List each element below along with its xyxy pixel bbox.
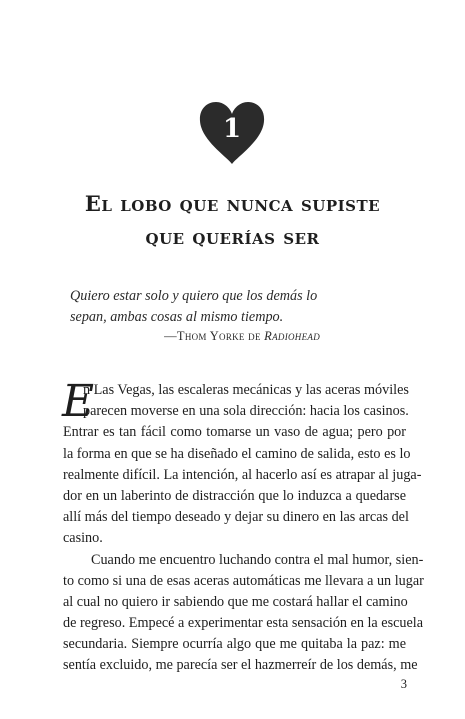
chapter-title-line-1: El lobo que nunca supiste <box>84 191 381 216</box>
body-text <box>62 376 424 677</box>
chapter-number: 1 <box>222 114 242 144</box>
attribution-band: Radiohead <box>264 329 320 343</box>
body-line: de regreso. Empecé a experimentar esta sensación en la escuela <box>63 615 424 632</box>
epigraph-line-1: Quiero estar solo y quiero que los demás lo <box>70 288 318 304</box>
page-number: 3 <box>400 677 407 691</box>
chapter-heart-icon <box>197 100 267 166</box>
body-line: al cual no quiero ir sabiendo que me costará hallar el camino <box>63 593 408 610</box>
body-line: realmente difícil. La intención, al hacerlo así es atrapar al juga- <box>63 466 422 483</box>
body-line: to como si una de esas aceras automáticas me llevara a un lugar <box>63 572 424 589</box>
epigraph-attribution <box>164 329 320 344</box>
body-line: dor en un laberinto de distracción que lo induzca a quedarse <box>63 487 406 504</box>
chapter-title-line-2: que querías ser <box>145 224 320 249</box>
drop-cap: E <box>62 376 95 427</box>
chapter-title <box>0 187 465 253</box>
attribution-author: —Thom Yorke de <box>164 329 265 343</box>
body-line: secundaria. Siempre ocurría algo que me quitaba la paz: me <box>63 636 406 653</box>
body-line: Cuando me encuentro luchando contra el mal humor, sien- <box>91 551 424 568</box>
body-line: casino. <box>63 530 103 547</box>
body-line: allí más del tiempo deseado y dejar su dinero en las arcas del <box>63 509 409 526</box>
body-line: parecen moverse en una sola dirección: hacia los casinos. <box>83 403 409 420</box>
epigraph <box>70 286 395 328</box>
body-line: n Las Vegas, las escaleras mecánicas y las aceras móviles <box>83 382 409 398</box>
body-line: Entrar es tan fácil como tomarse un vaso de agua; pero por <box>63 424 406 441</box>
body-line: la forma en que se ha diseñado el camino de salida, esto es lo <box>63 445 411 462</box>
body-line: sentía excluido, me parecía ser el hazmerreír de los demás, me <box>63 657 418 674</box>
epigraph-line-2: sepan, ambas cosas al mismo tiempo. <box>70 309 284 325</box>
